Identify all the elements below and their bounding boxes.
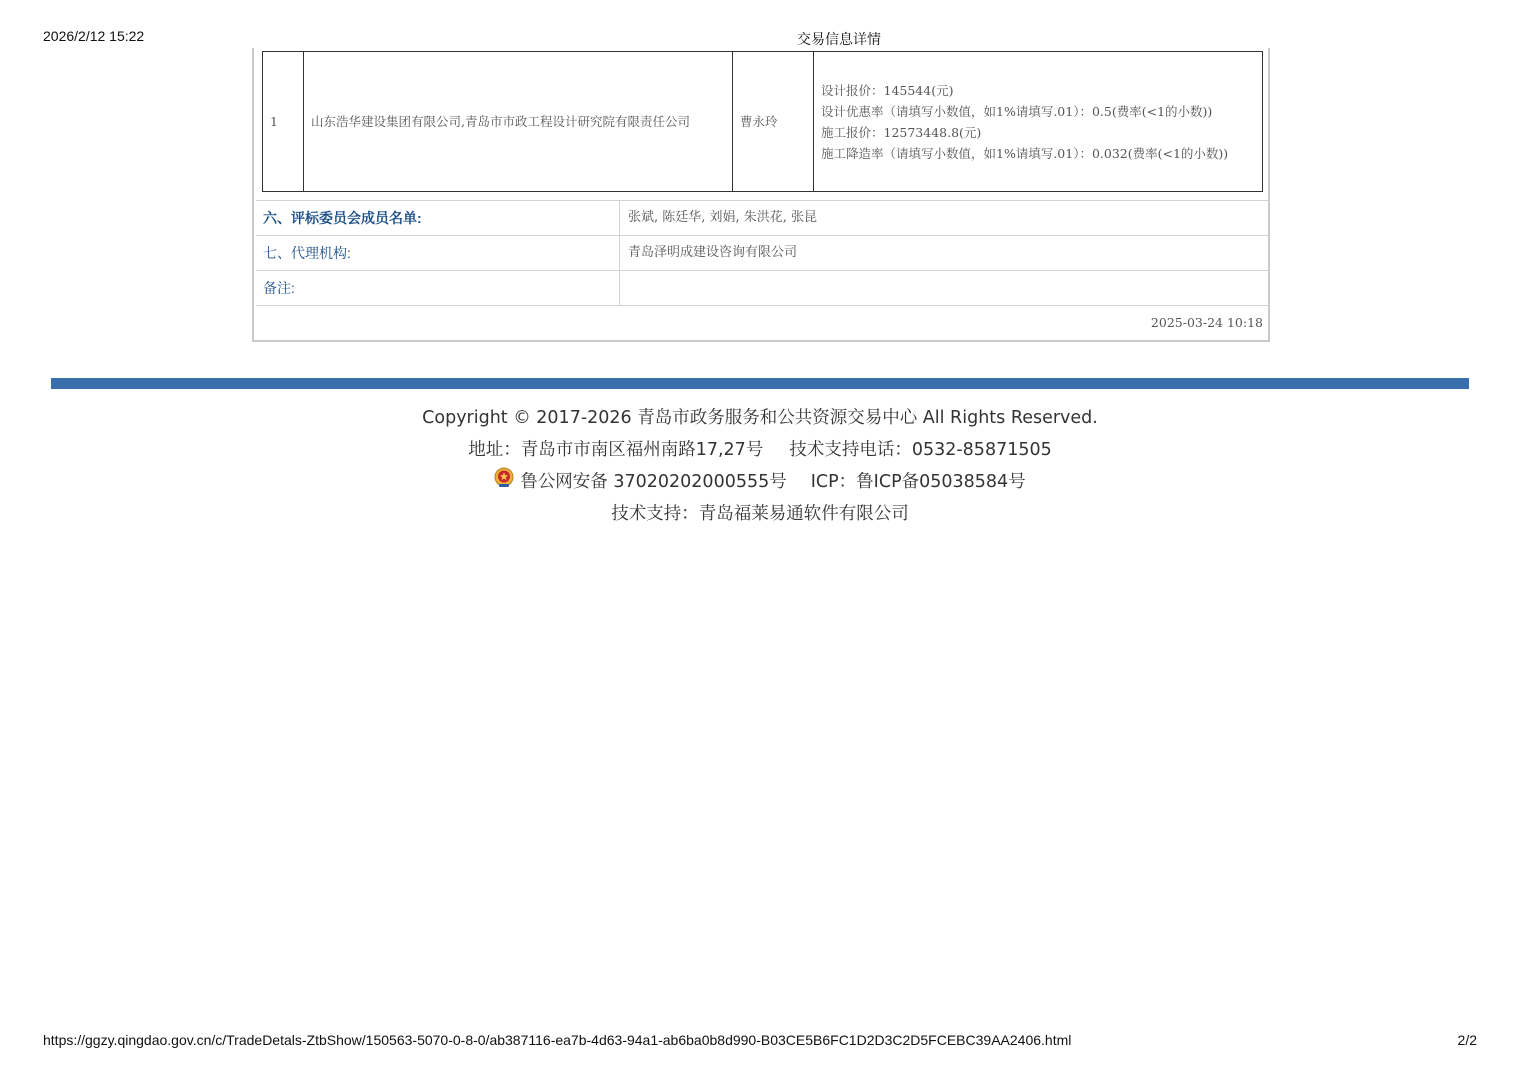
committee-members: 张斌, 陈廷华, 刘娟, 朱洪花, 张昆: [628, 210, 818, 225]
icp-record-link[interactable]: ICP：鲁ICP备05038584号: [810, 472, 1026, 492]
price-detail-line: 施工报价：12573448.8(元): [821, 124, 982, 140]
publish-time: 2025-03-24 10:18: [1150, 315, 1263, 330]
bid-price-details: [814, 52, 1263, 192]
record-line: [0, 466, 1520, 498]
footer-divider-bar: [51, 378, 1469, 389]
print-datetime: 2026/2/12 15:22: [43, 28, 145, 44]
price-detail-line: 施工降造率（请填写小数值，如1%请填写.01）：0.032(费率(<1的小数)): [821, 145, 1229, 161]
bid-result-table: [262, 51, 1263, 192]
publish-time-row: [256, 305, 1268, 340]
police-emblem-icon: [494, 467, 514, 489]
copyright-text: Copyright © 2017-2026 青岛市政务服务和公共资源交易中心 All Rights Reserved.: [422, 408, 1098, 428]
trade-detail-panel: [252, 48, 1270, 342]
address-text: 地址：青岛市市南区福州南路17,27号: [468, 440, 764, 460]
print-page-number: 2/2: [1457, 1032, 1477, 1048]
committee-row: [256, 200, 1268, 236]
tech-support-text: 技术支持：青岛福莱易通软件有限公司: [611, 504, 909, 524]
agency-label: 七、代理机构:: [256, 236, 620, 271]
agency-row: [256, 235, 1268, 271]
site-footer: [0, 402, 1520, 530]
bid-table-row: [263, 52, 1263, 192]
support-phone-text: 技术支持电话：0532-85871505: [789, 440, 1052, 460]
contact-line: [0, 434, 1520, 466]
bid-row-number: 1: [263, 52, 304, 192]
police-record-link[interactable]: 鲁公网安备 37020202000555号: [520, 472, 787, 492]
print-page-title: 交易信息详情: [797, 31, 881, 47]
print-url: https://ggzy.qingdao.gov.cn/c/TradeDetals-ZtbShow/150563-5070-0-8-0/ab387116-ea7b-4d63-94a1-ab6ba0b8d990-B03CE5B6FC1D2D3C2D5FCEBC39AA2406.html: [43, 1032, 1072, 1048]
price-detail-line: 设计报价：145544(元): [821, 82, 954, 98]
remarks-row: [256, 270, 1268, 306]
remarks-label: 备注:: [256, 271, 620, 306]
committee-label: 六、评标委员会成员名单:: [256, 201, 620, 236]
price-detail-line: 设计优惠率（请填写小数值，如1%请填写.01）：0.5(费率(<1的小数)): [821, 103, 1213, 119]
agency-name: 青岛泽明成建设咨询有限公司: [628, 245, 798, 260]
bidder-name: 山东浩华建设集团有限公司,青岛市市政工程设计研究院有限责任公司: [304, 52, 733, 192]
project-manager: 曹永玲: [733, 52, 814, 192]
